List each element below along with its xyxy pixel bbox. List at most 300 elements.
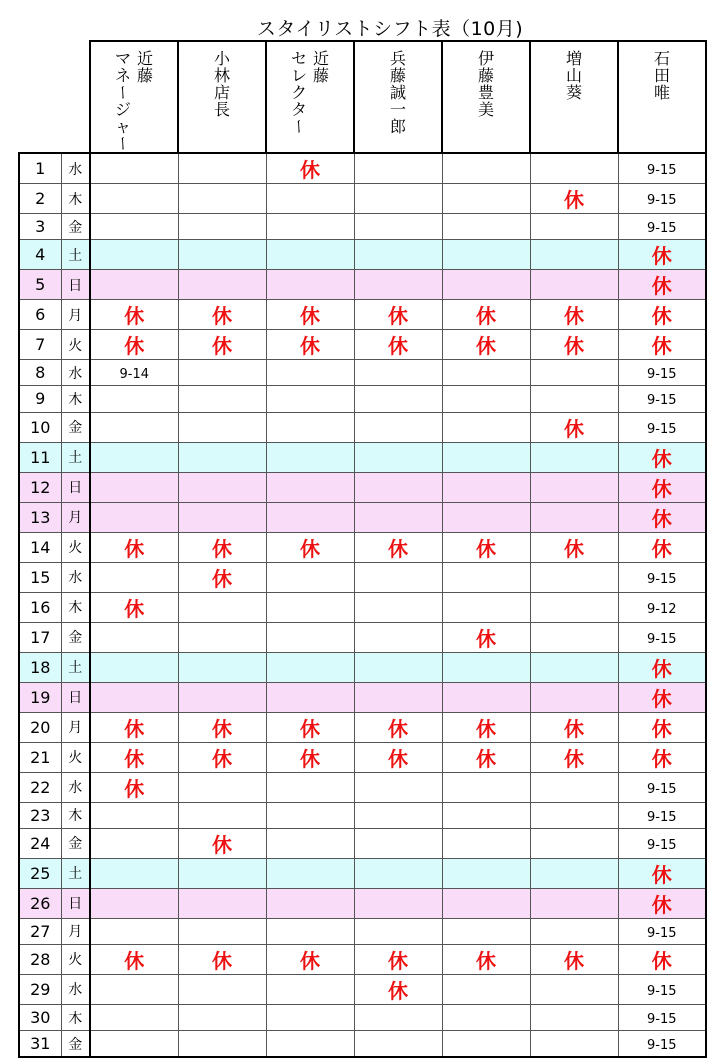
weekday-label: 火 — [61, 532, 90, 562]
shift-cell[interactable] — [354, 532, 442, 562]
shift-cell[interactable] — [618, 270, 706, 300]
shift-cell[interactable] — [178, 240, 266, 270]
shift-cell[interactable] — [442, 1004, 530, 1030]
shift-cell[interactable] — [354, 153, 442, 184]
shift-cell[interactable] — [442, 742, 530, 772]
day-row — [19, 153, 706, 184]
staff-header-row — [19, 41, 706, 153]
shift-cell[interactable] — [354, 918, 442, 944]
shift-cell[interactable] — [618, 502, 706, 532]
shift-cell[interactable] — [530, 772, 618, 802]
shift-cell[interactable] — [442, 772, 530, 802]
shift-cell[interactable] — [354, 184, 442, 214]
shift-cell[interactable] — [618, 412, 706, 442]
shift-cell[interactable] — [90, 153, 178, 184]
shift-cell[interactable] — [90, 918, 178, 944]
weekday-label: 金 — [61, 828, 90, 858]
day-number: 31 — [19, 1031, 61, 1058]
day-row — [19, 944, 706, 974]
day-off-mark: 休 — [124, 776, 145, 801]
staff-header — [530, 41, 618, 153]
shift-cell[interactable] — [354, 652, 442, 682]
shift-cell[interactable] — [90, 472, 178, 502]
shift-cell[interactable] — [354, 472, 442, 502]
shift-cell[interactable] — [354, 214, 442, 240]
shift-cell[interactable] — [178, 412, 266, 442]
shift-cell[interactable] — [530, 622, 618, 652]
shift-cell[interactable] — [354, 1031, 442, 1058]
day-off-mark: 休 — [564, 334, 584, 359]
day-off-mark: 休 — [300, 716, 320, 741]
staff-header — [90, 41, 178, 153]
day-off-mark: 休 — [124, 334, 145, 359]
shift-cell[interactable] — [530, 240, 618, 270]
shift-cell[interactable] — [354, 828, 442, 858]
shift-cell[interactable] — [442, 184, 530, 214]
shift-cell[interactable] — [530, 153, 618, 184]
day-number: 14 — [19, 532, 61, 562]
shift-cell[interactable] — [618, 888, 706, 918]
shift-cell[interactable] — [266, 360, 354, 386]
day-off-mark: 休 — [476, 334, 496, 359]
day-off-mark: 休 — [212, 746, 232, 771]
shift-cell[interactable] — [266, 802, 354, 828]
shift-cell[interactable] — [90, 300, 178, 330]
shift-cell[interactable] — [354, 802, 442, 828]
shift-cell[interactable] — [178, 360, 266, 386]
shift-hours: 9-15 — [646, 925, 677, 941]
weekday-label: 木 — [61, 184, 90, 214]
shift-cell[interactable] — [530, 888, 618, 918]
shift-cell[interactable] — [266, 386, 354, 412]
shift-cell[interactable] — [618, 184, 706, 214]
weekday-label: 火 — [61, 742, 90, 772]
shift-cell[interactable] — [530, 652, 618, 682]
shift-cell[interactable] — [178, 1031, 266, 1058]
day-number: 4 — [19, 240, 61, 270]
staff-header — [618, 41, 706, 153]
shift-cell[interactable] — [178, 772, 266, 802]
shift-cell[interactable] — [442, 502, 530, 532]
shift-cell[interactable] — [618, 1004, 706, 1030]
shift-cell[interactable] — [178, 330, 266, 360]
shift-cell[interactable] — [266, 153, 354, 184]
shift-cell[interactable] — [90, 330, 178, 360]
shift-cell[interactable] — [442, 682, 530, 712]
shift-cell[interactable] — [178, 802, 266, 828]
weekday-label: 火 — [61, 330, 90, 360]
shift-cell[interactable] — [178, 1004, 266, 1030]
day-row — [19, 472, 706, 502]
weekday-label: 水 — [61, 562, 90, 592]
shift-cell[interactable] — [354, 360, 442, 386]
shift-cell[interactable] — [442, 270, 530, 300]
day-number: 5 — [19, 270, 61, 300]
shift-cell[interactable] — [266, 858, 354, 888]
shift-cell[interactable] — [618, 802, 706, 828]
day-number: 18 — [19, 652, 61, 682]
shift-cell[interactable] — [178, 300, 266, 330]
shift-cell[interactable] — [90, 858, 178, 888]
shift-cell[interactable] — [442, 153, 530, 184]
weekday-label: 金 — [61, 214, 90, 240]
shift-cell[interactable] — [442, 330, 530, 360]
day-off-mark: 休 — [300, 948, 320, 973]
shift-cell[interactable] — [354, 386, 442, 412]
shift-cell[interactable] — [178, 184, 266, 214]
shift-cell[interactable] — [178, 562, 266, 592]
shift-cell[interactable] — [266, 1031, 354, 1058]
shift-cell[interactable] — [442, 592, 530, 622]
shift-cell[interactable] — [354, 888, 442, 918]
shift-cell[interactable] — [442, 412, 530, 442]
shift-cell[interactable] — [178, 472, 266, 502]
shift-cell[interactable] — [354, 944, 442, 974]
shift-cell[interactable] — [442, 386, 530, 412]
shift-cell[interactable] — [530, 442, 618, 472]
shift-cell[interactable] — [266, 562, 354, 592]
shift-cell[interactable] — [442, 858, 530, 888]
shift-cell[interactable] — [266, 592, 354, 622]
shift-cell[interactable] — [442, 472, 530, 502]
staff-header — [354, 41, 442, 153]
shift-cell[interactable] — [178, 270, 266, 300]
shift-cell[interactable] — [354, 742, 442, 772]
shift-cell[interactable] — [354, 592, 442, 622]
shift-cell[interactable] — [90, 652, 178, 682]
shift-cell[interactable] — [530, 562, 618, 592]
shift-cell[interactable] — [266, 622, 354, 652]
shift-cell[interactable] — [530, 802, 618, 828]
shift-cell[interactable] — [530, 682, 618, 712]
shift-cell[interactable] — [618, 772, 706, 802]
shift-table-body — [19, 41, 706, 1057]
shift-cell[interactable] — [442, 442, 530, 472]
shift-cell[interactable] — [266, 918, 354, 944]
shift-cell[interactable] — [442, 240, 530, 270]
shift-cell[interactable] — [530, 974, 618, 1004]
shift-cell[interactable] — [442, 712, 530, 742]
day-row — [19, 502, 706, 532]
staff-name-column: 小 林 店 長 — [213, 49, 230, 119]
day-number: 10 — [19, 412, 61, 442]
shift-cell[interactable] — [442, 828, 530, 858]
shift-cell[interactable] — [618, 592, 706, 622]
weekday-label: 水 — [61, 360, 90, 386]
day-off-mark: 休 — [651, 274, 672, 299]
shift-cell[interactable] — [266, 240, 354, 270]
shift-cell[interactable] — [618, 214, 706, 240]
day-row — [19, 712, 706, 742]
shift-cell[interactable] — [618, 858, 706, 888]
shift-cell[interactable] — [530, 742, 618, 772]
day-off-mark: 休 — [388, 536, 408, 561]
weekday-label: 金 — [61, 1031, 90, 1058]
shift-cell[interactable] — [178, 502, 266, 532]
shift-cell[interactable] — [618, 442, 706, 472]
shift-cell[interactable] — [178, 214, 266, 240]
day-row — [19, 360, 706, 386]
day-off-mark: 休 — [388, 334, 408, 359]
shift-cell[interactable] — [618, 360, 706, 386]
shift-cell[interactable] — [618, 1031, 706, 1058]
shift-cell[interactable] — [90, 682, 178, 712]
shift-table — [18, 40, 707, 1058]
shift-cell[interactable] — [90, 592, 178, 622]
day-off-mark: 休 — [388, 978, 408, 1003]
shift-cell[interactable] — [354, 562, 442, 592]
day-off-mark: 休 — [300, 746, 320, 771]
shift-cell[interactable] — [90, 240, 178, 270]
staff-name-column: 伊 藤 豊 美 — [477, 49, 494, 119]
day-row — [19, 858, 706, 888]
shift-cell[interactable] — [178, 742, 266, 772]
day-off-mark: 休 — [124, 948, 145, 973]
shift-cell[interactable] — [266, 442, 354, 472]
shift-cell[interactable] — [442, 918, 530, 944]
shift-cell[interactable] — [266, 828, 354, 858]
day-off-mark: 休 — [651, 476, 672, 501]
shift-cell[interactable] — [618, 742, 706, 772]
day-number: 9 — [19, 386, 61, 412]
day-off-mark: 休 — [564, 948, 584, 973]
shift-cell[interactable] — [90, 828, 178, 858]
shift-cell[interactable] — [90, 214, 178, 240]
shift-cell[interactable] — [178, 592, 266, 622]
shift-cell[interactable] — [90, 802, 178, 828]
shift-cell[interactable] — [266, 270, 354, 300]
shift-cell[interactable] — [618, 472, 706, 502]
shift-cell[interactable] — [90, 944, 178, 974]
shift-cell[interactable] — [530, 386, 618, 412]
shift-cell[interactable] — [354, 300, 442, 330]
staff-name — [91, 42, 177, 152]
shift-cell[interactable] — [266, 772, 354, 802]
day-number: 25 — [19, 858, 61, 888]
shift-cell[interactable] — [178, 682, 266, 712]
shift-cell[interactable] — [354, 772, 442, 802]
shift-cell[interactable] — [266, 974, 354, 1004]
shift-cell[interactable] — [442, 622, 530, 652]
shift-cell[interactable] — [530, 412, 618, 442]
shift-cell[interactable] — [618, 532, 706, 562]
shift-cell[interactable] — [266, 652, 354, 682]
shift-cell[interactable] — [266, 214, 354, 240]
shift-cell[interactable] — [530, 472, 618, 502]
shift-cell[interactable] — [178, 153, 266, 184]
shift-cell[interactable] — [178, 532, 266, 562]
weekday-label: 水 — [61, 153, 90, 184]
shift-cell[interactable] — [530, 858, 618, 888]
shift-cell[interactable] — [618, 330, 706, 360]
shift-cell[interactable] — [266, 184, 354, 214]
day-number: 23 — [19, 802, 61, 828]
day-off-mark: 休 — [124, 716, 145, 741]
shift-cell[interactable] — [442, 1031, 530, 1058]
shift-hours: 9-15 — [646, 983, 677, 999]
day-off-mark: 休 — [300, 158, 320, 182]
shift-cell[interactable] — [354, 412, 442, 442]
shift-cell[interactable] — [618, 562, 706, 592]
day-number: 11 — [19, 442, 61, 472]
shift-cell[interactable] — [178, 442, 266, 472]
day-off-mark: 休 — [564, 746, 584, 771]
shift-hours: 9-15 — [646, 809, 677, 825]
shift-cell[interactable] — [90, 1004, 178, 1030]
weekday-label: 月 — [61, 918, 90, 944]
shift-cell[interactable] — [90, 386, 178, 412]
day-off-mark: 休 — [388, 746, 408, 771]
staff-name — [531, 42, 617, 101]
weekday-label: 金 — [61, 622, 90, 652]
shift-cell[interactable] — [618, 712, 706, 742]
day-row — [19, 330, 706, 360]
shift-cell[interactable] — [354, 858, 442, 888]
shift-hours: 9-15 — [646, 1012, 677, 1028]
day-off-mark: 休 — [212, 304, 232, 329]
shift-cell[interactable] — [354, 240, 442, 270]
shift-cell[interactable] — [442, 802, 530, 828]
day-number: 2 — [19, 184, 61, 214]
shift-cell[interactable] — [618, 944, 706, 974]
shift-cell[interactable] — [90, 442, 178, 472]
shift-cell[interactable] — [266, 532, 354, 562]
shift-cell[interactable] — [618, 153, 706, 184]
shift-cell[interactable] — [618, 622, 706, 652]
shift-cell[interactable] — [178, 888, 266, 918]
shift-cell[interactable] — [442, 974, 530, 1004]
shift-cell[interactable] — [90, 360, 178, 386]
shift-cell[interactable] — [530, 214, 618, 240]
shift-cell[interactable] — [90, 532, 178, 562]
shift-cell[interactable] — [90, 622, 178, 652]
shift-cell[interactable] — [354, 682, 442, 712]
shift-cell[interactable] — [178, 386, 266, 412]
shift-cell[interactable] — [442, 652, 530, 682]
shift-cell[interactable] — [90, 412, 178, 442]
shift-cell[interactable] — [90, 712, 178, 742]
shift-cell[interactable] — [266, 944, 354, 974]
shift-cell[interactable] — [266, 472, 354, 502]
shift-cell[interactable] — [442, 300, 530, 330]
shift-cell[interactable] — [618, 300, 706, 330]
shift-cell[interactable] — [178, 712, 266, 742]
shift-cell[interactable] — [530, 330, 618, 360]
shift-cell[interactable] — [90, 772, 178, 802]
shift-cell[interactable] — [266, 1004, 354, 1030]
shift-cell[interactable] — [618, 682, 706, 712]
shift-cell[interactable] — [618, 828, 706, 858]
shift-cell[interactable] — [354, 502, 442, 532]
shift-cell[interactable] — [442, 944, 530, 974]
shift-cell[interactable] — [178, 652, 266, 682]
shift-cell[interactable] — [90, 888, 178, 918]
staff-name-column: セ レ ク タ ー — [289, 49, 309, 135]
shift-cell[interactable] — [530, 944, 618, 974]
shift-cell[interactable] — [530, 300, 618, 330]
shift-cell[interactable] — [266, 712, 354, 742]
shift-cell[interactable] — [354, 974, 442, 1004]
shift-cell[interactable] — [618, 652, 706, 682]
shift-cell[interactable] — [530, 502, 618, 532]
shift-cell[interactable] — [178, 622, 266, 652]
staff-name — [619, 42, 705, 101]
shift-cell[interactable] — [178, 918, 266, 944]
staff-header — [178, 41, 266, 153]
shift-cell[interactable] — [442, 360, 530, 386]
shift-cell[interactable] — [530, 184, 618, 214]
shift-cell[interactable] — [354, 330, 442, 360]
shift-cell[interactable] — [90, 270, 178, 300]
shift-cell[interactable] — [90, 184, 178, 214]
day-row — [19, 442, 706, 472]
shift-cell[interactable] — [530, 592, 618, 622]
day-off-mark: 休 — [476, 716, 496, 741]
day-off-mark: 休 — [651, 334, 672, 359]
shift-cell[interactable] — [90, 742, 178, 772]
shift-cell[interactable] — [90, 502, 178, 532]
shift-cell[interactable] — [266, 330, 354, 360]
shift-cell[interactable] — [442, 888, 530, 918]
shift-cell[interactable] — [442, 562, 530, 592]
shift-cell[interactable] — [266, 888, 354, 918]
shift-cell[interactable] — [90, 974, 178, 1004]
shift-cell[interactable] — [266, 742, 354, 772]
shift-cell[interactable] — [354, 442, 442, 472]
shift-cell[interactable] — [266, 682, 354, 712]
shift-cell[interactable] — [618, 974, 706, 1004]
day-row — [19, 652, 706, 682]
shift-cell[interactable] — [618, 240, 706, 270]
shift-cell[interactable] — [266, 502, 354, 532]
shift-cell[interactable] — [530, 1004, 618, 1030]
shift-cell[interactable] — [530, 1031, 618, 1058]
shift-cell[interactable] — [354, 712, 442, 742]
shift-hours: 9-15 — [646, 571, 677, 587]
shift-cell[interactable] — [266, 412, 354, 442]
shift-cell[interactable] — [530, 828, 618, 858]
shift-cell[interactable] — [618, 386, 706, 412]
shift-cell[interactable] — [354, 270, 442, 300]
shift-cell[interactable] — [530, 712, 618, 742]
shift-cell[interactable] — [530, 270, 618, 300]
shift-cell[interactable] — [618, 918, 706, 944]
day-off-mark: 休 — [651, 656, 672, 681]
shift-cell[interactable] — [530, 360, 618, 386]
day-off-mark: 休 — [564, 716, 584, 741]
shift-cell[interactable] — [90, 1031, 178, 1058]
shift-hours: 9-15 — [646, 393, 677, 409]
shift-cell[interactable] — [178, 858, 266, 888]
shift-cell[interactable] — [266, 300, 354, 330]
shift-cell[interactable] — [442, 532, 530, 562]
shift-cell[interactable] — [178, 944, 266, 974]
shift-cell[interactable] — [90, 562, 178, 592]
shift-cell[interactable] — [178, 828, 266, 858]
shift-cell[interactable] — [354, 622, 442, 652]
shift-cell[interactable] — [442, 214, 530, 240]
shift-cell[interactable] — [530, 918, 618, 944]
shift-cell[interactable] — [354, 1004, 442, 1030]
weekday-label: 土 — [61, 442, 90, 472]
day-off-mark: 休 — [212, 566, 232, 591]
shift-cell[interactable] — [178, 974, 266, 1004]
day-row — [19, 184, 706, 214]
staff-name — [355, 42, 441, 135]
shift-cell[interactable] — [530, 532, 618, 562]
day-number: 13 — [19, 502, 61, 532]
staff-name-column: 石 田 唯 — [653, 49, 670, 102]
